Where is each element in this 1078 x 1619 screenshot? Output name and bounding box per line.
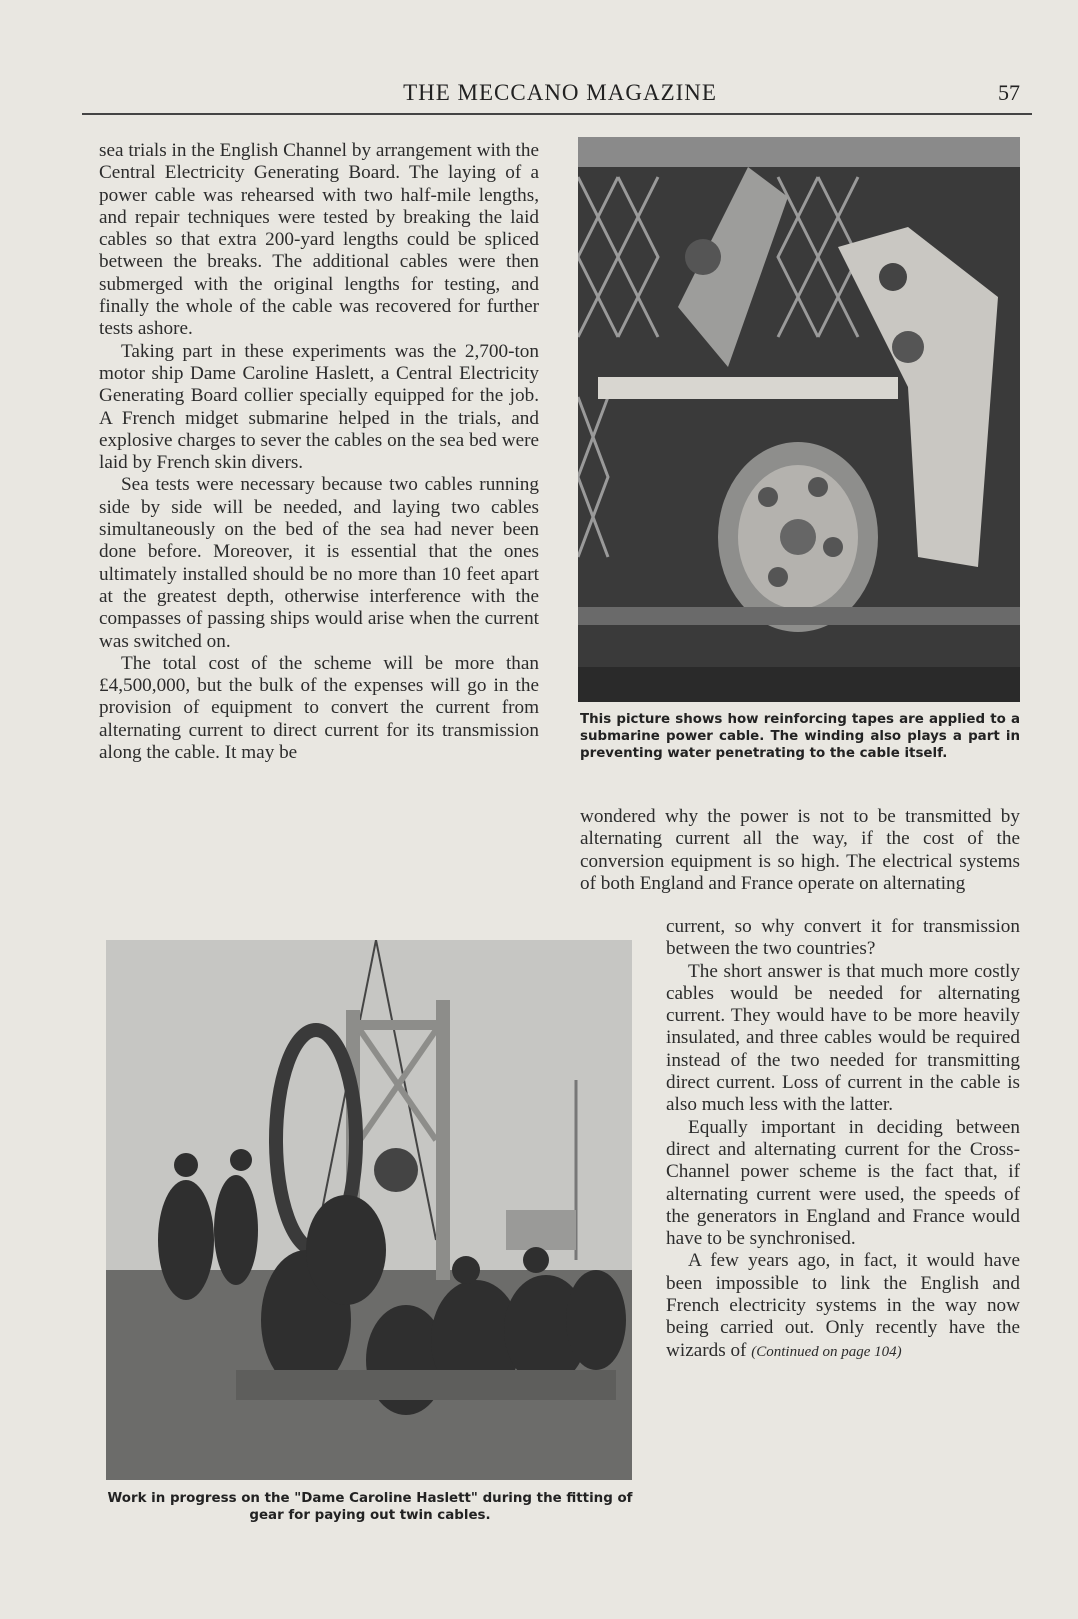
paragraph-7: The short answer is that much more costly cables would be needed for alternating current. They would have to be more heavily insulated, and three cables would be required instead of the two needed for transmitting direct current. Loss of current in the cable is also much less with the latter.: [666, 960, 1020, 1116]
paragraph-3: Sea tests were necessary because two cables running side by side will be needed, and laying two cables simultaneously on the bed of the sea had never been done before. Moreover, it is essential that the ones ultimately installed should be no more than 10 feet apart at the greatest depth, otherwise interference with the compasses of passing ships would arise when the current was switched on.: [99, 474, 539, 652]
top-photo-caption: This picture shows how reinforcing tapes are applied to a submarine power cable. The winding also plays a part in preventing water penetrating to the cable itself.: [580, 712, 1020, 761]
article-right-column-bottom: [666, 916, 1020, 1363]
paragraph-6: current, so why convert it for transmission between the two countries?: [666, 916, 1020, 960]
article-left-column: [99, 140, 539, 764]
ship-deck-workers-photo: [106, 940, 632, 1480]
paragraph-9: [666, 1250, 1020, 1362]
paragraph-5: wondered why the power is not to be transmitted by alternating current all the way, if the cost of the conversion equipment is so high. The electrical systems of both England and France operate on alternating: [580, 806, 1020, 894]
paragraph-1: sea trials in the English Channel by arrangement with the Central Electricity Generating Board. The laying of a power cable was rehearsed with two half-mile lengths, and repair techniques were tested by breaking the laid cables so that extra 200-yard lengths could be spliced between the breaks. The additional cables were then submerged with the original lengths for testing, and finally the whole of the cable was recovered for further tests ashore.: [99, 140, 539, 340]
paragraph-8: Equally important in deciding between direct and alternating current for the Cross-Channel power scheme is the fact that, if alternating current were used, the speeds of the generators in England and France would have to be synchronised.: [666, 1116, 1020, 1250]
header-rule: [82, 113, 1032, 115]
cable-winding-machine-photo: [578, 137, 1020, 702]
bottom-photo-caption: Work in progress on the "Dame Caroline Haslett" during the fitting of gear for paying out twin cables.: [107, 1491, 633, 1523]
deck-scene-illustration: [106, 940, 632, 1480]
paragraph-2: Taking part in these experiments was the 2,700-ton motor ship Dame Caroline Haslett, a Central Electricity Generating Board collier specially equipped for the job. A French midget submarine helped in the trials, and explosive charges to sever the cables on the sea bed were laid by French skin divers.: [99, 340, 539, 474]
paragraph-4: The total cost of the scheme will be more than £4,500,000, but the bulk of the expenses will go in the provision of equipment to convert the current from alternating current to direct current for its transmission along the cable. It may be: [99, 652, 539, 764]
page-number: 57: [998, 80, 1020, 105]
machinery-illustration: [578, 137, 1020, 702]
article-right-column-top: [580, 806, 1020, 895]
paragraph-9-text: A few years ago, in fact, it would have been impossible to link the English and French electricity systems in the way now being carried out. Only recently have the wizards of: [666, 1250, 1020, 1361]
continued-note: (Continued on page 104): [751, 1343, 902, 1360]
magazine-title: THE MECCANO MAGAZINE: [403, 80, 717, 105]
